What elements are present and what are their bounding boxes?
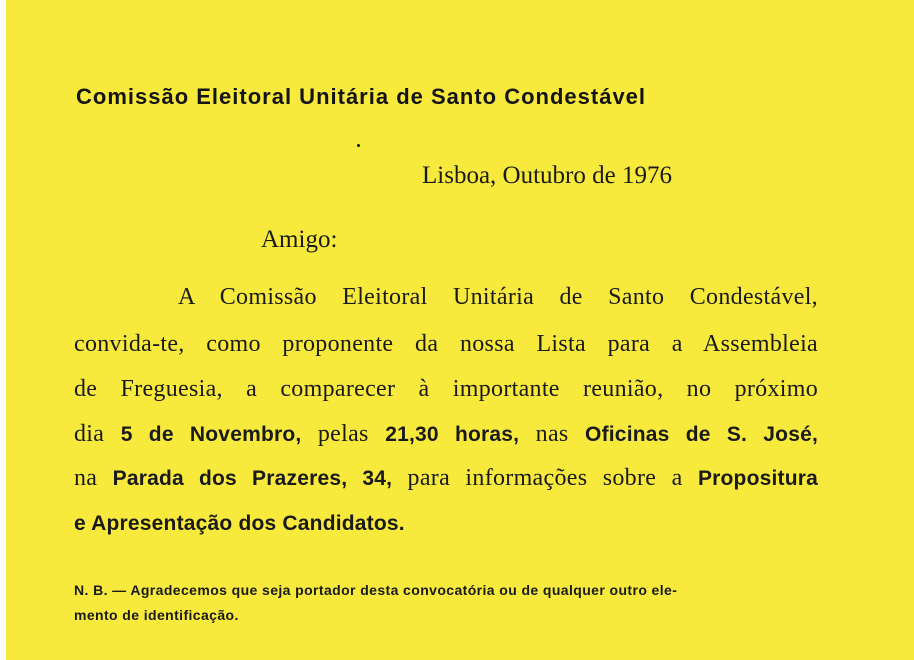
meeting-address: Parada dos Prazeres, 34, [112, 467, 393, 490]
body-line-5 [74, 465, 818, 492]
text: nas [519, 421, 586, 447]
text: para informações sobre a [392, 465, 698, 491]
meeting-time: 21,30 horas, [385, 423, 520, 446]
body-line-6 [74, 510, 818, 537]
meeting-topic-cont: e Apresentação dos Candidatos. [74, 512, 405, 535]
meeting-date: 5 de Novembro, [120, 423, 302, 446]
meeting-place: Oficinas de S. José, [585, 423, 818, 446]
letter-heading: Comissão Eleitoral Unitária de Santo Condestável [76, 84, 647, 109]
ink-speck [357, 144, 360, 147]
meeting-topic: Propositura [697, 467, 818, 490]
note-line-2: mento de identificação. [74, 607, 239, 623]
text: dia [74, 421, 121, 447]
body-line-2: convida-te, como proponente da nossa Lista para a Assembleia [74, 331, 818, 357]
greeting: Amigo: [261, 226, 338, 253]
note-line-1: N. B. — Agradecemos que seja portador desta convocatória ou de qualquer outro ele- [74, 582, 678, 598]
paper-edge [0, 0, 6, 660]
body-line-4 [74, 421, 818, 448]
body-line-1: A Comissão Eleitoral Unitária de Santo Condestável, [178, 284, 818, 310]
text: pelas [301, 421, 386, 447]
text: na [74, 465, 113, 491]
body-line-3: de Freguesia, a comparecer à importante reunião, no próximo [74, 376, 818, 402]
date-line: Lisboa, Outubro de 1976 [422, 162, 672, 189]
